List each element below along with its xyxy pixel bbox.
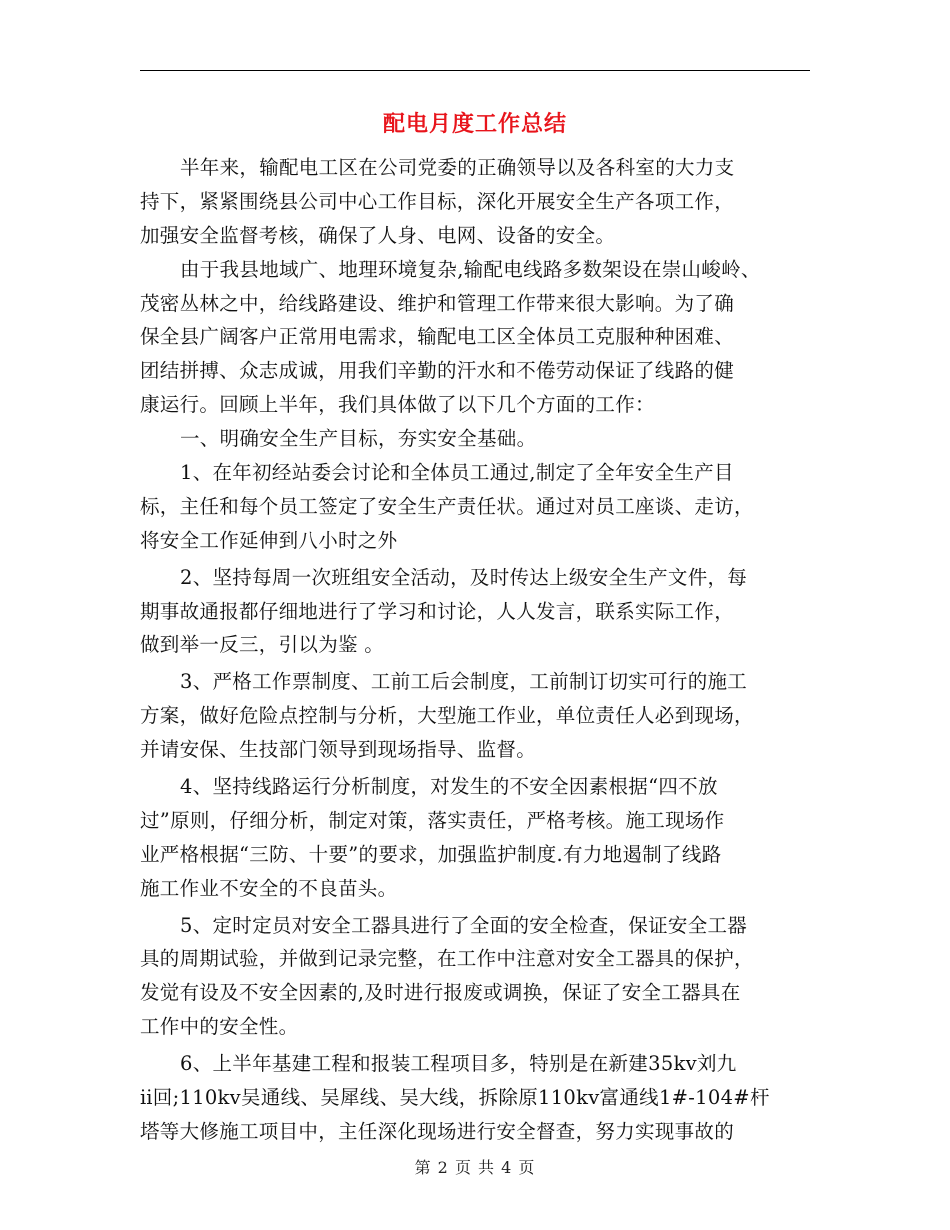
text-line: 2、坚持每周一次班组安全活动，及时传达上级安全生产文件，每 [180, 565, 748, 589]
text-line: 持下，紧紧围绕县公司中心工作目标，深化开展安全生产各项工作， [140, 189, 735, 213]
text-line: 方案，做好危险点控制与分析，大型施工作业，单位责任人必到现场， [140, 704, 754, 728]
text-line: 4、坚持线路运行分析制度，对发生的不安全因素根据“四不放 [180, 775, 718, 799]
text-line: 具的周期试验，并做到记录完整，在工作中注意对安全工器具的保护， [140, 947, 754, 971]
text-line: 塔等大修施工项目中，主任深化现场进行安全督查，努力实现事故的 [140, 1119, 735, 1143]
header-rule [140, 70, 810, 71]
text-line: 工作中的安全性。 [140, 1015, 299, 1039]
text-line: 保全县广阔客户正常用电需求，输配电工区全体员工克服种种困难、 [140, 325, 735, 349]
text-line: 团结拼搏、众志成诚，用我们辛勤的汗水和不倦劳动保证了线路的健 [140, 359, 735, 383]
text-line: 半年来，输配电工区在公司党委的正确领导以及各科室的大力支 [180, 156, 735, 179]
text-line: 加强安全监督考核，确保了人身、电网、设备的安全。 [140, 223, 616, 247]
text-line: 1、在年初经站委会讨论和全体员工通过,制定了全年安全生产目 [180, 461, 734, 485]
text-line: 由于我县地域广、地理环境复杂,输配电线路多数架设在崇山峻岭、 [180, 257, 761, 281]
page-footer: 第 2 页 共 4 页 [414, 1158, 536, 1177]
text-line: 5、定时定员对安全工器具进行了全面的安全检查，保证安全工器 [180, 913, 748, 937]
text-line: 并请安保、生技部门领导到现场指导、监督。 [140, 738, 537, 762]
section-heading: 一、明确安全生产目标，夯实安全基础。 [180, 427, 537, 451]
document-title: 配电月度工作总结 [382, 111, 567, 137]
text-line: 康运行。回顾上半年，我们具体做了以下几个方面的工作： [140, 393, 655, 417]
text-line: ⅱ回;110kv吴通线、吴犀线、吴大线，拆除原110kv富通线1#-104#杆 [140, 1086, 770, 1110]
document-body [140, 151, 812, 1149]
text-line: 将安全工作延伸到八小时之外 [140, 528, 398, 552]
text-line: 期事故通报都仔细地进行了学习和讨论，人人发言，联系实际工作， [140, 599, 735, 623]
text-line: 业严格根据“三防、十要”的要求，加强监护制度.有力地遏制了线路 [140, 842, 722, 866]
text-line: 6、上半年基建工程和报装工程项目多，特别是在新建35kv刘九 [180, 1052, 737, 1076]
text-line: 标，主任和每个员工签定了安全生产责任状。通过对员工座谈、走访， [140, 494, 754, 518]
text-line: 发觉有设及不安全因素的,及时进行报废或调换，保证了安全工器具在 [140, 981, 741, 1005]
text-line: 做到举一反三，引以为鉴 。 [140, 633, 385, 657]
text-line: 施工作业不安全的不良苗头。 [140, 876, 398, 900]
text-line: 茂密丛林之中，给线路建设、维护和管理工作带来很大影响。为了确 [140, 291, 735, 315]
text-line: 3、严格工作票制度、工前工后会制度，工前制订切实可行的施工 [180, 670, 748, 694]
text-line: 过”原则，仔细分析，制定对策，落实责任，严格考核。施工现场作 [140, 808, 725, 832]
